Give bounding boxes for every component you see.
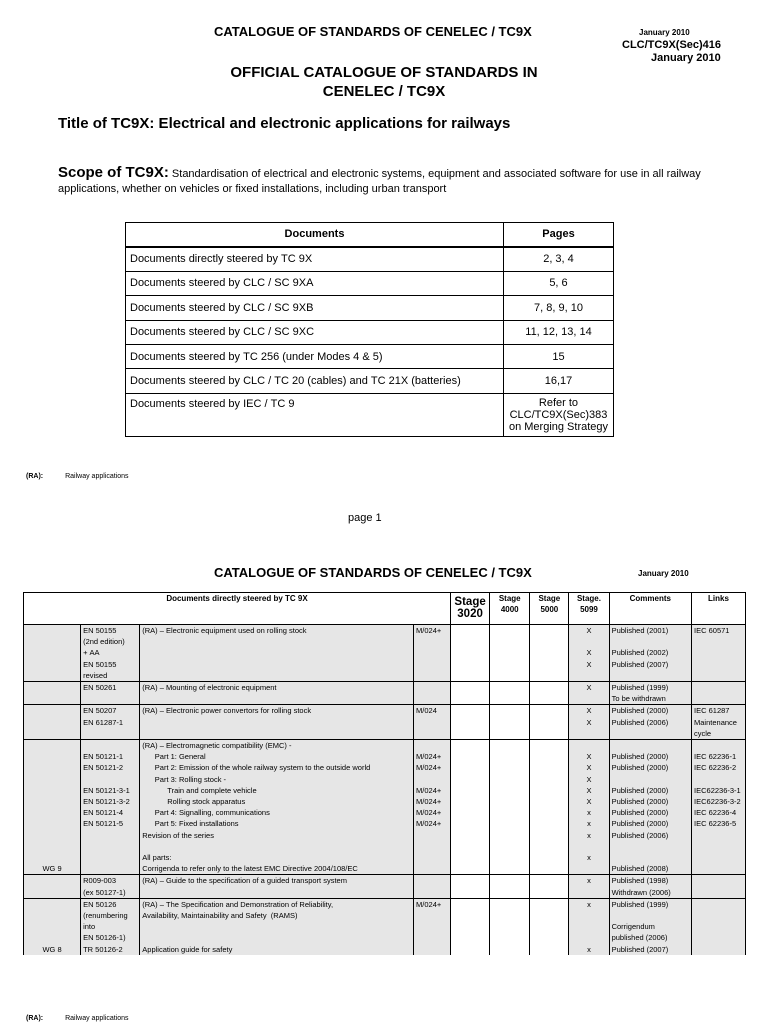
toc-row — [126, 393, 614, 436]
footnote: (RA): Railway applications — [26, 473, 129, 480]
toc-header-cell: Documents — [126, 223, 504, 247]
toc-header-cell: Pages — [504, 223, 614, 247]
description-cell: (RA) – Electronic power convertors for rolling stock — [140, 705, 414, 740]
standard-cell: EN 50121-1 EN 50121-2 EN 50121-3-1 EN 50121-3-2 EN 50121-4 EN 50121-5 — [81, 740, 140, 875]
stage-cell — [530, 898, 569, 955]
table-row — [24, 875, 746, 898]
mandate-cell — [414, 875, 451, 898]
toc-pages: Refer to CLC/TC9X(Sec)383 on Merging Strategy — [504, 393, 614, 436]
description-cell: (RA) – Electromagnetic compatibility (EMC) - Part 1: General Part 2: Emission of the whole railway system to the outside world Part 3: Rolling stock - Train and complete vehicle Rolling stock apparatus Part 4: Signalling, communications Part 5: Fixed installations Revision of the series All parts: Corrigenda to refer only to the latest EMC Directive 2004/108/EC — [140, 740, 414, 875]
links-cell — [692, 682, 746, 705]
stage-cell — [530, 682, 569, 705]
stage-header: Stage 4000 — [490, 593, 530, 625]
stage-5099-cell: x — [569, 875, 609, 898]
description-cell: (RA) – The Specification and Demonstration of Reliability, Availability, Maintainability and Safety (RAMS) Application guide for safety — [140, 898, 414, 955]
wg-cell — [24, 682, 81, 705]
comments-cell: Published (1998) Withdrawn (2006) — [609, 875, 691, 898]
wg-cell — [24, 705, 81, 740]
stage-cell — [490, 898, 530, 955]
header-ref: CLC/TC9X(Sec)416 — [622, 39, 722, 51]
stage-header: Comments — [609, 593, 691, 625]
stage-header: Stage. 5099 — [569, 593, 609, 625]
toc-row — [126, 247, 614, 271]
stage-5099-cell: X — [569, 682, 609, 705]
toc-document: Documents steered by TC 256 (under Modes 4 & 5) — [126, 344, 504, 368]
standard-cell: EN 50261 — [81, 682, 140, 705]
description-cell: (RA) – Electronic equipment used on rolling stock — [140, 625, 414, 682]
table-row — [24, 682, 746, 705]
comments-cell: Published (1999) Corrigendum published (2006) Published (2007) — [609, 898, 691, 955]
standard-cell: EN 50126 (renumbering into EN 50126-1) TR 50126-2 — [81, 898, 140, 955]
toc-row — [126, 369, 614, 393]
official-title: OFFICIAL CATALOGUE OF STANDARDS IN CENELEC / TC9X — [230, 64, 538, 100]
toc-pages: 7, 8, 9, 10 — [504, 296, 614, 320]
links-cell: IEC 60571 — [692, 625, 746, 682]
links-cell — [692, 898, 746, 955]
standards-table — [23, 592, 746, 955]
toc-row — [126, 271, 614, 295]
stage-cell — [530, 740, 569, 875]
catalogue-title: CATALOGUE OF STANDARDS OF CENELEC / TC9X — [214, 24, 532, 39]
stage-header: Links — [692, 593, 746, 625]
standard-cell: EN 50155 (2nd edition) + AA EN 50155 revised — [81, 625, 140, 682]
toc-row — [126, 320, 614, 344]
mandate-cell: M/024 — [414, 705, 451, 740]
stage-5099-cell: X X — [569, 705, 609, 740]
scope: Scope of TC9X: Standardisation of electrical and electronic systems, equipment and associated software for use in all railway applications, whether on vehicles or fixed installations, including urban transport — [58, 164, 701, 195]
catalogue-title-2: CATALOGUE OF STANDARDS OF CENELEC / TC9X — [214, 565, 532, 580]
description-cell: (RA) – Mounting of electronic equipment — [140, 682, 414, 705]
stage-cell — [451, 898, 490, 955]
comments-cell: Published (1999) To be withdrawn — [609, 682, 691, 705]
toc-header — [126, 223, 614, 247]
toc-pages: 5, 6 — [504, 271, 614, 295]
toc-pages: 2, 3, 4 — [504, 247, 614, 271]
stage-cell — [530, 625, 569, 682]
comments-cell: Published (2000) Published (2006) — [609, 705, 691, 740]
toc-pages: 15 — [504, 344, 614, 368]
header-date-small: January 2010 — [639, 28, 690, 37]
stage-cell — [490, 705, 530, 740]
standard-cell: R009-003 (ex 50127-1) — [81, 875, 140, 898]
stage-5099-cell: X X X — [569, 625, 609, 682]
toc-table — [125, 222, 614, 437]
stage-5099-cell: X X X X X x x x x — [569, 740, 609, 875]
stage-cell — [451, 705, 490, 740]
table-row — [24, 625, 746, 682]
standard-cell: EN 50207 EN 61287-1 — [81, 705, 140, 740]
wg-cell — [24, 875, 81, 898]
stage-cell — [451, 875, 490, 898]
header-date: January 2010 — [651, 52, 721, 64]
links-cell: IEC 61287 Maintenance cycle — [692, 705, 746, 740]
toc-row — [126, 296, 614, 320]
date-2: January 2010 — [638, 569, 689, 578]
page-title: Title of TC9X: Electrical and electronic applications for railways — [58, 115, 511, 132]
stage-cell — [451, 625, 490, 682]
toc-row — [126, 344, 614, 368]
toc-document: Documents directly steered by TC 9X — [126, 247, 504, 271]
main-table-title: Documents directly steered by TC 9X — [24, 593, 451, 625]
toc-document: Documents steered by CLC / SC 9XC — [126, 320, 504, 344]
stage-header: Stage 3020 — [451, 593, 490, 625]
toc-pages: 16,17 — [504, 369, 614, 393]
mandate-cell — [414, 682, 451, 705]
stage-cell — [451, 740, 490, 875]
mandate-cell: M/024+ — [414, 625, 451, 682]
footnote-2: (RA): Railway applications — [26, 1015, 129, 1022]
wg-cell: WG 9 — [24, 740, 81, 875]
table-row — [24, 705, 746, 740]
stage-cell — [530, 875, 569, 898]
wg-cell — [24, 625, 81, 682]
toc-document: Documents steered by CLC / TC 20 (cables) and TC 21X (batteries) — [126, 369, 504, 393]
links-cell: IEC 62236-1 IEC 62236-2 IEC62236-3-1 IEC62236-3-2 IEC 62236-4 IEC 62236-5 — [692, 740, 746, 875]
links-cell — [692, 875, 746, 898]
stage-cell — [451, 682, 490, 705]
toc-pages: 11, 12, 13, 14 — [504, 320, 614, 344]
stage-cell — [490, 875, 530, 898]
stage-header: Stage 5000 — [530, 593, 569, 625]
toc-document: Documents steered by IEC / TC 9 — [126, 393, 504, 436]
toc-document: Documents steered by CLC / SC 9XA — [126, 271, 504, 295]
stage-cell — [490, 740, 530, 875]
page-number: page 1 — [348, 512, 382, 524]
mandate-cell: M/024+ — [414, 898, 451, 955]
comments-cell: Published (2001) Published (2002) Published (2007) — [609, 625, 691, 682]
stage-cell — [530, 705, 569, 740]
mandate-cell: M/024+ M/024+ M/024+ M/024+ M/024+ M/024+ — [414, 740, 451, 875]
wg-cell: WG 8 — [24, 898, 81, 955]
comments-cell: Published (2000) Published (2000) Published (2000) Published (2000) Published (2000) Published (2000) Published (2006) Published (2008) — [609, 740, 691, 875]
stage-5099-cell: x x — [569, 898, 609, 955]
table-row — [24, 898, 746, 955]
toc-document: Documents steered by CLC / SC 9XB — [126, 296, 504, 320]
description-cell: (RA) – Guide to the specification of a guided transport system — [140, 875, 414, 898]
table-row — [24, 740, 746, 875]
stage-cell — [490, 682, 530, 705]
stage-cell — [490, 625, 530, 682]
